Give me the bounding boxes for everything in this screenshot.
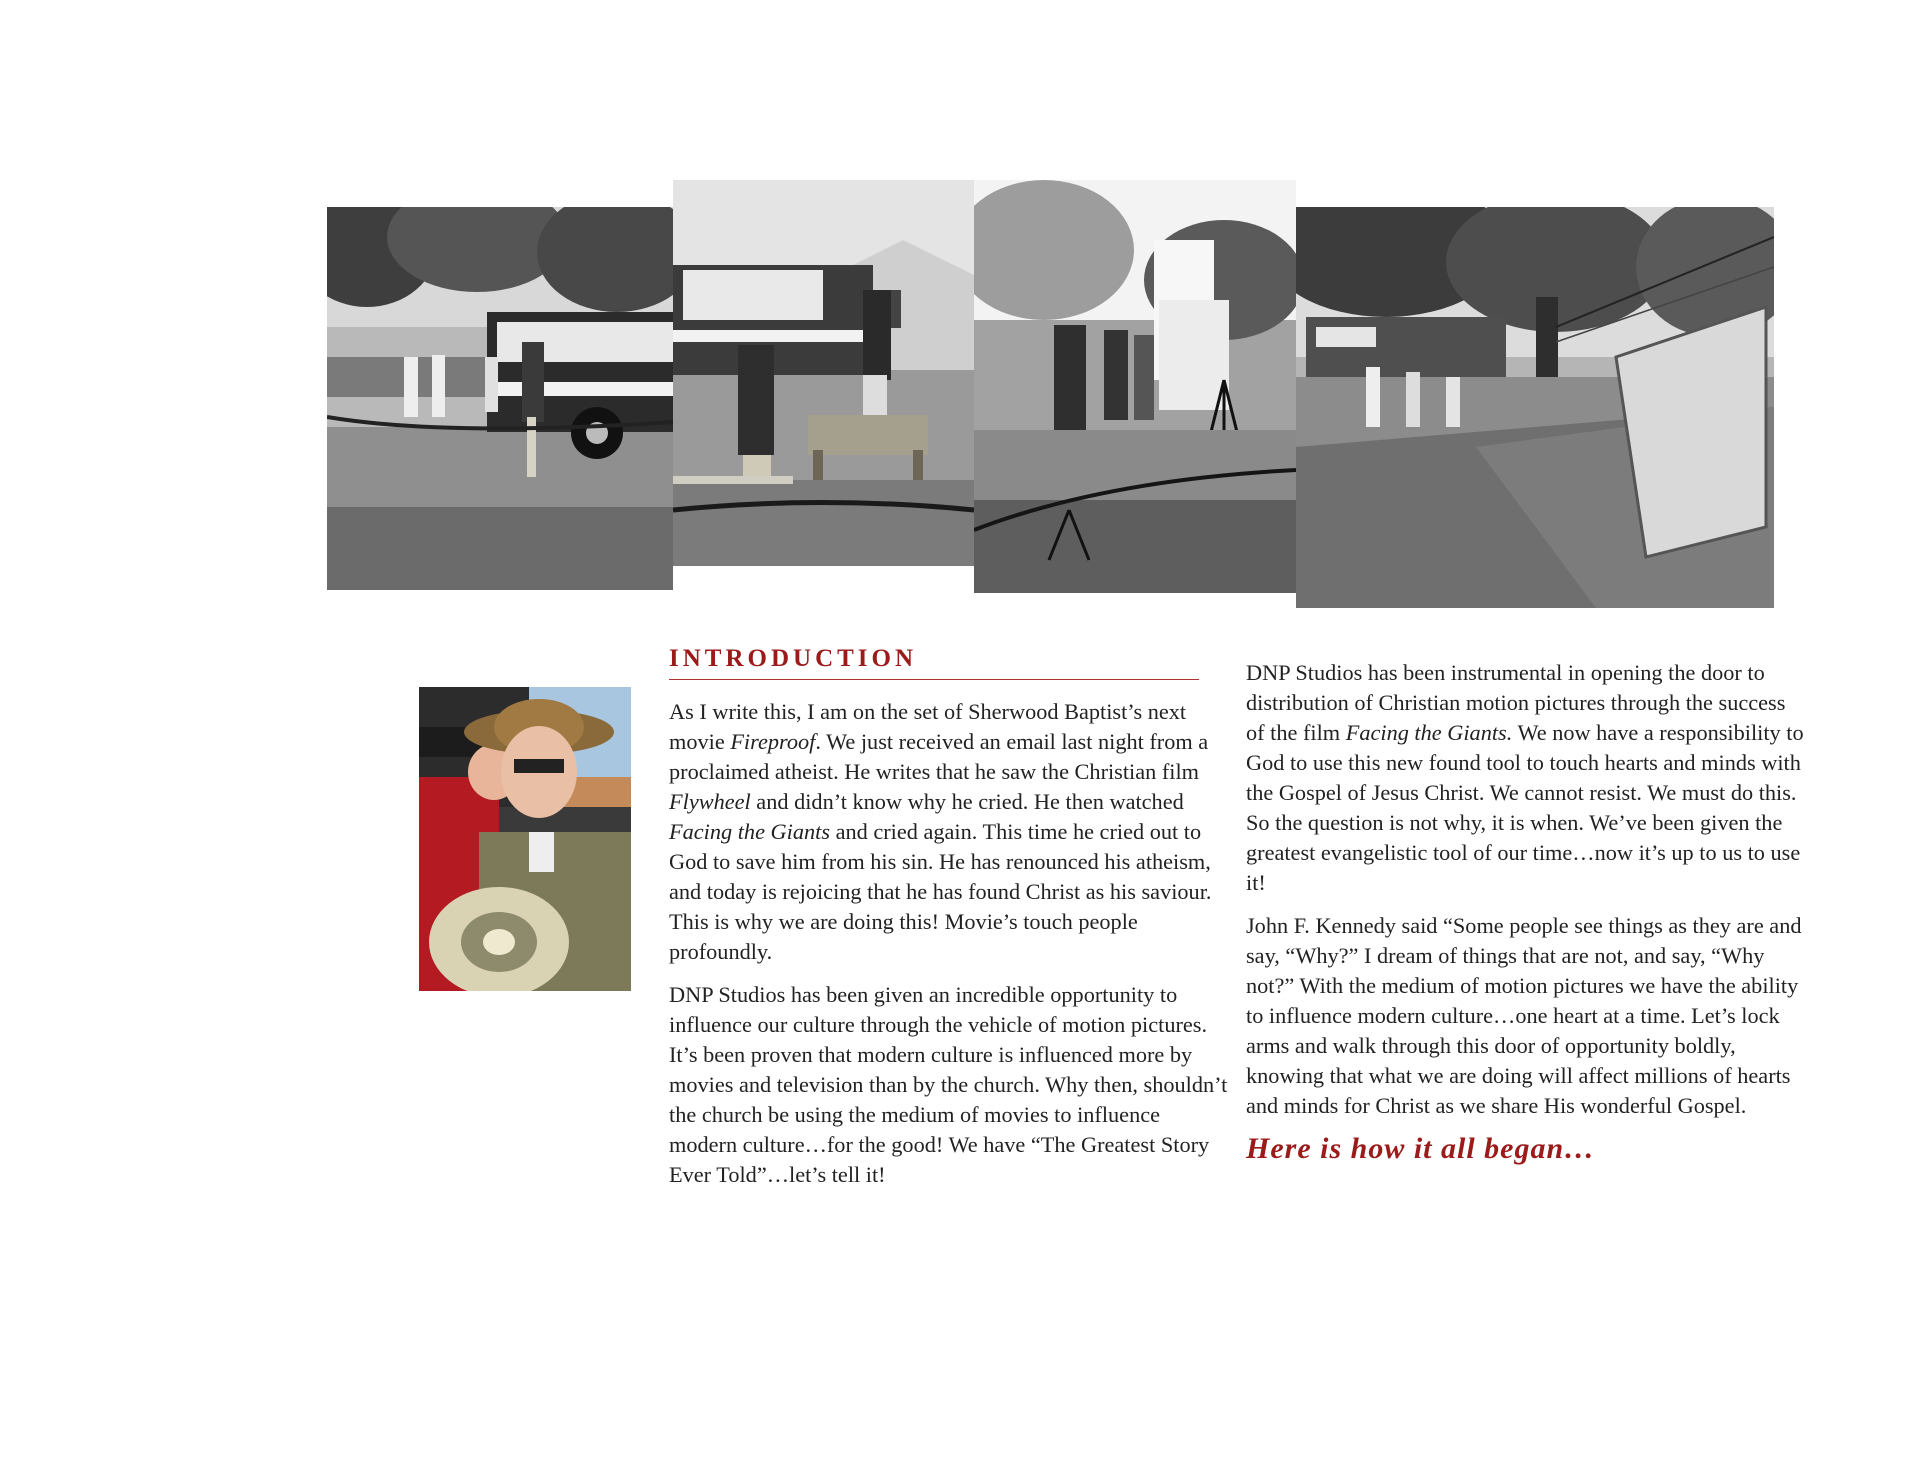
italic-title: Flywheel (669, 789, 751, 814)
text-run: DNP Studios has been given an incredible opportunity to influence our culture through the vehicle of motion pictures. It’s been proven that modern culture is influenced more by movies and television than by the church. Why then, shouldn’t the church be using the medium of movies to influence modern culture…for the good! We have “The Greatest Story Ever Told”…let’s tell it! (669, 982, 1228, 1187)
text-run: John F. Kennedy said “Some people see things as they are and say, “Why?” I dream of things that are not, and say, “Why not?” With the medium of motion pictures we have the ability to influence modern culture…one heart at a time. Let’s lock arms and walk through this door of opportunity boldly, knowing that what we are doing will affect millions of hearts and minds for Christ as we share His wonderful Gospel. (1246, 913, 1802, 1118)
paragraph (1246, 658, 1806, 898)
film-set-photo-camera-crew (673, 180, 974, 566)
photo-collage (0, 0, 1920, 620)
text-run: DNP Studios has been instrumental in opening the door to distribution of Christian motion pictures through the success of the film (1246, 660, 1786, 745)
text-run: As I write this, I am on the set of Sherwood Baptist’s next movie (669, 699, 1187, 754)
film-set-photo-fence (1296, 207, 1774, 608)
paragraph (669, 980, 1229, 1190)
italic-title: Facing the Giants (669, 819, 831, 844)
text-run: and didn’t know why he cried. He then watched (750, 789, 1184, 814)
director-with-megaphone-photo (419, 687, 631, 991)
italic-title: Facing the Giants. (1345, 720, 1513, 745)
film-set-photo-lights (974, 180, 1296, 593)
paragraph (669, 697, 1229, 967)
text-run: We now have a responsibility to God to use this new found tool to touch hearts and minds with the Gospel of Jesus Christ. We cannot resist. We must do this. So the question is not why, it is when. We’ve been given the greatest evangelistic tool of our time…now it’s up to us to use it! (1246, 720, 1804, 895)
right-column (1246, 658, 1806, 1164)
closing-line: Here is how it all began… (1246, 1132, 1596, 1165)
text-run: . We just received an email last night from a proclaimed atheist. He writes that he saw the Christian film (669, 729, 1209, 784)
paragraph (1246, 911, 1806, 1121)
left-column (669, 697, 1229, 1203)
text-run: and cried again. This time he cried out to God to save him from his sin. He has renounced his atheism, and today is rejoicing that he has found Christ as his saviour. This is why we are doing this! Movie’s touch people profoundly. (669, 819, 1212, 964)
section-heading: INTRODUCTION (669, 645, 1199, 680)
italic-title: Fireproof (730, 729, 816, 754)
film-set-photo-fire-truck (327, 207, 673, 590)
